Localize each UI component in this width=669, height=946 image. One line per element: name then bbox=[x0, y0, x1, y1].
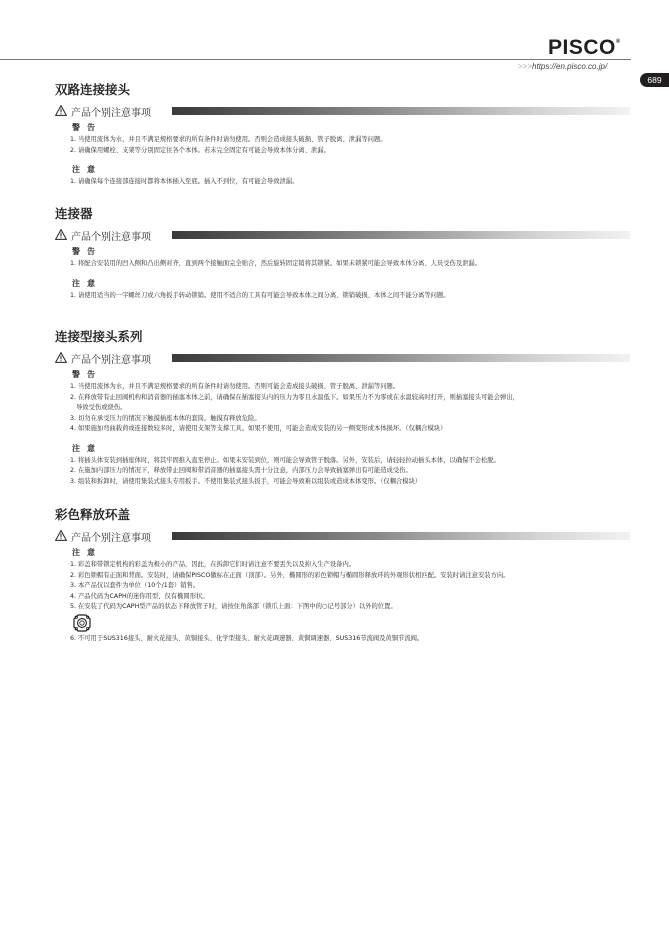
list-item: 3. 本产品仅以套件为单位（10个/1套）销售。 bbox=[70, 582, 200, 589]
warning-triangle-icon bbox=[55, 229, 67, 240]
section-title: 彩色释放环盖 bbox=[55, 507, 131, 522]
list-item: 3. 组装和拆卸时，请使用集装式接头专用扳手。不使用集装式接头扳手，可能会导致难以组装或造成本体变形。（仅耦合模块） bbox=[70, 477, 422, 485]
caution-heading: 注意 bbox=[72, 165, 102, 174]
list-item: 1. 将插头体安装到插座体时，将其牢固推入直至停止。如果未安装到位，则可能会导致管子脱落。另外，安装后，请轻轻拉动插头本体，以确保不会松脱。 bbox=[70, 456, 500, 464]
notice-gradient-bar bbox=[172, 532, 630, 540]
list-item: 5. 在安装了代码为CAPH型产品的状态下释放管子时，请按住角落部（锁爪上面：下图中的○记号部分）以外的位置。 bbox=[70, 603, 397, 610]
caution-heading: 注意 bbox=[72, 443, 102, 453]
warning-list bbox=[70, 382, 630, 435]
list-item: 4. 产品代码为CAPH的迷你用型、仅有椭圆形状。 bbox=[70, 592, 209, 600]
list-item: 3. 切勿在承受压力的情况下触摸插座本体的套筒。触摸有释放危险。 bbox=[70, 414, 261, 422]
cap-illustration bbox=[73, 614, 630, 634]
notice-label: 产品个别注意事项 bbox=[71, 355, 151, 366]
section-connector bbox=[55, 204, 630, 301]
caution-list bbox=[70, 560, 630, 613]
section-coupling-series bbox=[55, 327, 630, 487]
release-cap-icon bbox=[73, 614, 91, 632]
list-item: 2. 在施加内部压力的情况下，释放带止回阀和带消音器的插塞接头需十分注意，内部压力会导致插塞弹出有可能造成受伤。 bbox=[70, 467, 412, 474]
list-item: 1. 请确保每个连接部连接时都将本体插入至底。插入不到位，有可能会导致泄漏。 bbox=[70, 178, 299, 185]
list-item: 6. 不可用于SUS316接头、耐火花接头、黄铜接头、化学型接头、耐火花调速器、黄铜调速器、SUS316节流阀及黄铜节流阀。 bbox=[70, 634, 424, 642]
brand-name: PISCO bbox=[548, 36, 616, 59]
section-dual-connector bbox=[55, 80, 630, 188]
notice-gradient-bar bbox=[172, 231, 630, 239]
warning-heading: 警告 bbox=[72, 247, 102, 256]
section-title: 双路连接接头 bbox=[55, 82, 131, 97]
warning-triangle-icon bbox=[55, 530, 67, 541]
list-item: 2. 请确保用螺栓、支架等分别固定住各个本体。若未完全固定有可能会导致本体分离、泄漏。 bbox=[70, 146, 330, 154]
notice-label: 产品个别注意事项 bbox=[71, 533, 151, 544]
notice-label: 产品个别注意事项 bbox=[71, 108, 151, 119]
website-link[interactable] bbox=[518, 62, 607, 71]
caution-heading: 注意 bbox=[72, 548, 102, 557]
caution-heading: 注意 bbox=[72, 278, 102, 288]
list-item: 4. 如果施加弯曲载荷或连接数较多时，请使用支架等支撑工具。如果不使用，可能会造成安装的另一侧变形或本体损坏。（仅耦合模块） bbox=[70, 425, 447, 432]
list-item: 1. 将配合安装用的凹入侧和凸出侧对齐，直到两个接触面完全贴合，然后旋转固定销将其锁紧。如果未锁紧可能会导致本体分离、人员受伤及泄漏。 bbox=[70, 260, 482, 267]
list-item: 1. 彩盖和带锁定机构的彩盖为极小的产品，因此，在拆卸它们时请注意不要丢失以及掉入生产设备内。 bbox=[70, 561, 356, 568]
list-item: 1. 当使用流体为水，并且不满足规格要求的所有条件时请勿使用。否则可能会造成接头破损、管子脱离、泄漏等问题。 bbox=[70, 383, 400, 390]
link-arrows: >>> bbox=[518, 62, 533, 71]
list-item: 1. 请使用适当的一字螺丝刀或六角扳手转动锁销。使用不适合的工具有可能会导致本体之间分离、锁销破损、本体之间不能分离等问题。 bbox=[70, 291, 450, 299]
caution-list bbox=[70, 177, 630, 188]
warning-triangle-icon bbox=[55, 105, 67, 116]
notice-header bbox=[55, 351, 630, 365]
notice-header bbox=[55, 228, 630, 242]
notice-gradient-bar bbox=[172, 354, 630, 362]
section-title: 连接型接头系列 bbox=[55, 329, 143, 344]
warning-list bbox=[70, 259, 630, 270]
notice-header bbox=[55, 529, 630, 543]
caution-list bbox=[70, 456, 630, 488]
registered-mark: ® bbox=[615, 39, 621, 45]
section-title: 连接器 bbox=[55, 206, 93, 221]
warning-heading: 警告 bbox=[72, 123, 102, 132]
list-item-continuation: 导致受伤或烧伤。 bbox=[76, 404, 127, 411]
caution-list bbox=[70, 291, 630, 302]
pisco-logo bbox=[548, 36, 621, 60]
warning-triangle-icon bbox=[55, 352, 67, 363]
notice-gradient-bar bbox=[172, 107, 630, 115]
warning-list bbox=[70, 135, 630, 156]
list-item: 1. 当使用流体为水，并且不满足规格要求的所有条件时请勿使用。否则会造成接头破损、管子脱离、泄漏等问题。 bbox=[70, 136, 387, 143]
website-url: https://en.pisco.co.jp/ bbox=[532, 62, 608, 71]
notice-label: 产品个别注意事项 bbox=[71, 232, 151, 243]
header-divider bbox=[0, 59, 631, 60]
warning-heading: 警告 bbox=[72, 370, 102, 379]
page-number-tab: 689 bbox=[640, 73, 669, 87]
notice-header bbox=[55, 104, 630, 118]
list-item: 2. 在释放带有止回阀机构和消音器的插塞本体之前，请确保在插塞接头内的压力为零且水温低下。如果压力不为零或在水温较高时打开，则插塞接头可能会弹出， bbox=[70, 393, 519, 401]
list-item: 2. 彩色锁帽有正面和背面。安装时，请确保PISCO徽标在正面（顶部）。另外，椭圆形的彩色锁帽与椭圆形释放环的外观形状相匹配。安装时请注意安装方向。 bbox=[70, 571, 510, 579]
caution-list-continued bbox=[70, 634, 630, 645]
section-color-release-cap bbox=[55, 505, 630, 644]
